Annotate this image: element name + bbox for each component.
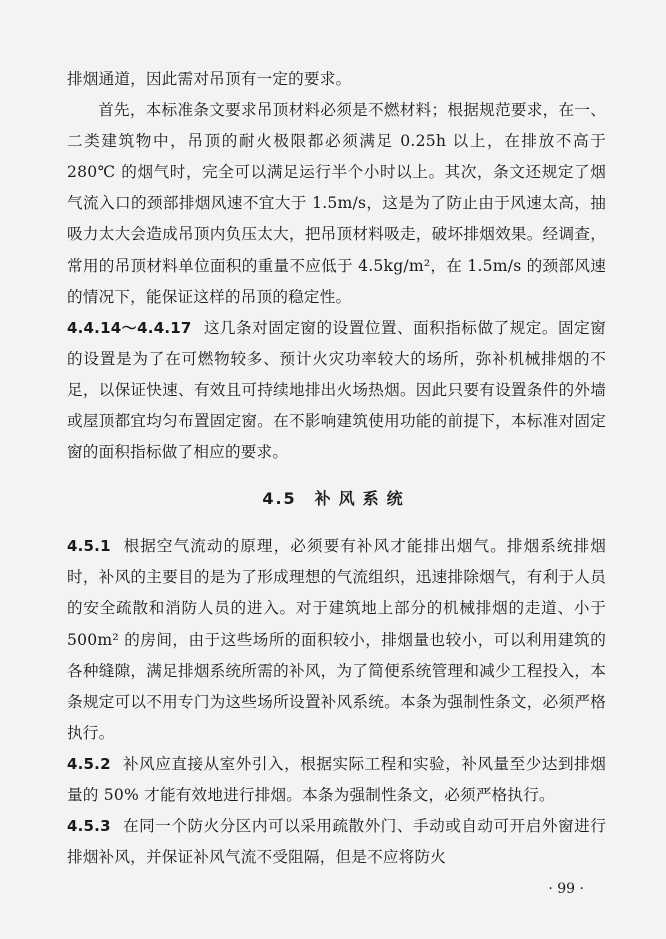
clause-4-5-3 [67,811,606,873]
clause-text: 这几条对固定窗的设置位置、面积指标做了规定。固定窗的设置是为了在可燃物较多、预计火灾功率较大的场所，弥补机械排烟的不足，以保证快速、有效且可持续地排出火场热烟。因此只要有设置条件的外墙或屋顶都宜均匀布置固定窗。在不影响建筑使用功能的前提下，本标准对固定窗的面积指标做了相应的要求。 [67,318,606,462]
clause-4-5-2 [67,749,606,811]
clause-number: 4.4.14～4.4.17 [67,318,192,337]
clause-text: 补风应直接从室外引入，根据实际工程和实验，补风量至少达到排烟量的 50% 才能有效地进行排烟。本条为强制性条文，必须严格执行。 [67,754,606,804]
clause-4-4-14 [67,313,606,468]
section-title: 补风系统 [314,489,411,509]
paragraph-ceiling-requirements: 首先，本标准条文要求吊顶材料必须是不燃材料；根据规范要求，在一、二类建筑物中，吊顶的耐火极限都必须满足 0.25h 以上，在排放不高于 280℃ 的烟气时，完全可以满足运行半个小时以上。其次，条文还规定了烟气流入口的颈部排烟风速不宜大于 1.5m/s，这是为了防止由于风速太高，抽吸力太大会造成吊顶内负压太大，把吊顶材料吸走，破坏排烟效果。经调查，常用的吊顶材料单位面积的重量不应低于 4.5kg/m²，在 1.5m/s 的颈部风速的情况下，能保证这样的吊顶的稳定性。 [67,101,606,306]
clause-number: 4.5.2 [67,754,111,773]
section-heading [67,486,606,512]
clause-number: 4.5.1 [67,537,111,556]
clause-text: 根据空气流动的原理，必须要有补风才能排出烟气。排烟系统排烟时，补风的主要目的是为了形成理想的气流组织，迅速排除烟气，有利于人员的安全疏散和消防人员的进入。对于建筑地上部分的机械排烟的走道、小于 500m² 的房间，由于这些场所的面积较小，排烟量也较小，可以利用建筑的各种缝隙，满足排烟系统所需的补风，为了简便系统管理和减少工程投入，本条规定可以不用专门为这些场所设置补风系统。本条为强制性条文，必须严格执行。 [67,537,606,742]
clause-text: 在同一个防火分区内可以采用疏散外门、手动或自动可开启外窗进行排烟补风，并保证补风气流不受阻隔，但是不应将防火 [67,817,606,867]
paragraph-continuation: 排烟通道，因此需对吊顶有一定的要求。 [67,70,352,88]
clause-4-5-1 [67,531,606,749]
page-number: · 99 · [548,881,584,897]
clause-number: 4.5.3 [67,817,111,836]
section-number: 4.5 [262,489,297,509]
